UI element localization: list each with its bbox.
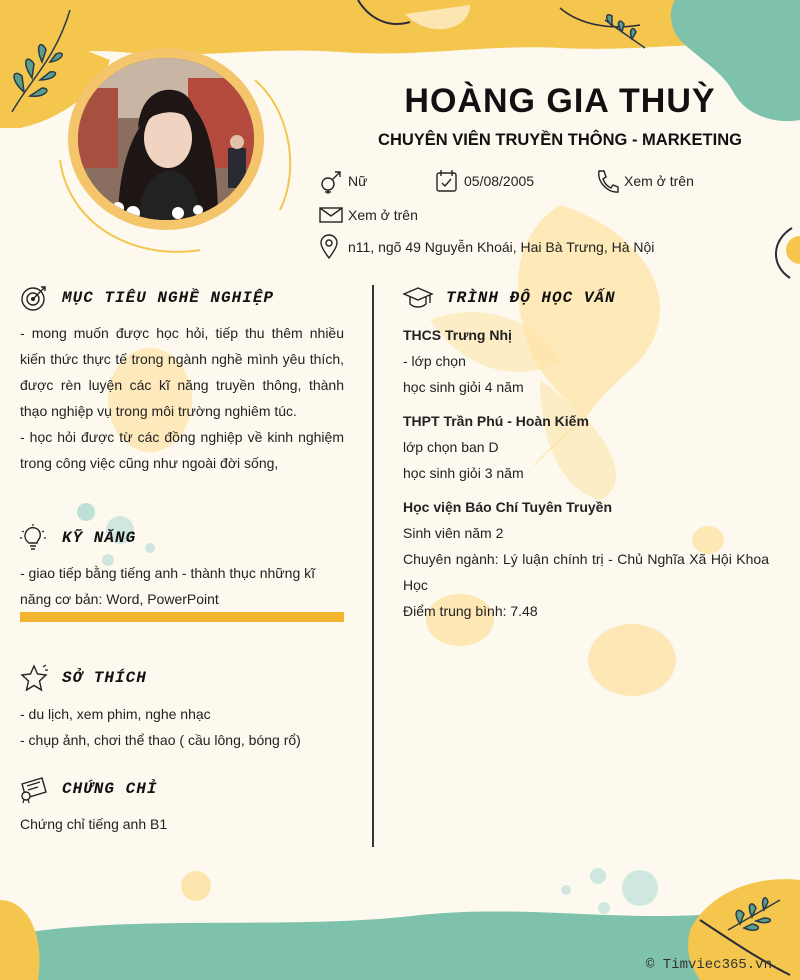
birthday-value: 05/08/2005 [464,173,535,189]
mail-icon [318,202,344,228]
address-value: n11, ngõ 49 Nguyễn Khoái, Hai Bà Trưng, Hà Nội [348,239,655,255]
job-title: CHUYÊN VIÊN TRUYỀN THÔNG - MARKETING [378,131,742,149]
school-name: THCS Trưng Nhị [403,327,512,343]
address-info [318,234,654,260]
objective-line: - học hỏi được từ các đồng nghiệp về kinh nghiệm trong công việc cũng như ngoài đời sống, [20,429,344,471]
gender-icon [318,168,344,194]
gender-info [318,168,367,194]
hobby-line: - du lịch, xem phim, nghe nhạc [20,706,211,722]
birthday-info [434,168,534,194]
education-school-3 [403,494,769,624]
school-detail: học sinh giỏi 4 năm [403,379,524,395]
objective-heading: MỤC TIÊU NGHỀ NGHIỆP [18,282,274,314]
phone-info [594,168,694,194]
phone-value: Xem ở trên [624,173,694,189]
skills-text: - giao tiếp bằng tiếng anh - thành thục những kĩ năng cơ bản: Word, PowerPoint [20,565,316,607]
school-detail: học sinh giỏi 3 năm [403,465,524,481]
certificate-icon [18,773,50,805]
email-info [318,202,418,228]
footer-credit: © Timviec365.vn [645,957,772,973]
avatar-photo [78,58,254,220]
phone-icon [594,168,620,194]
target-icon [18,282,50,314]
location-pin-icon [318,234,344,260]
objective-text [20,320,344,476]
hobby-line: - chụp ảnh, chơi thể thao ( cầu lông, bóng rổ) [20,732,301,748]
certificates-text: Chứng chỉ tiếng anh B1 [20,816,168,832]
gender-value: Nữ [348,173,368,189]
hobbies-text [20,701,350,753]
email-value: Xem ở trên [348,207,418,223]
hobbies-heading: SỞ THÍCH [18,662,147,694]
school-detail: - lớp chọn [403,353,466,369]
education-school-2 [403,408,769,486]
skill-level-bar [20,612,344,622]
graduation-cap-icon [402,282,434,314]
skills-heading: KỸ NĂNG [18,522,136,554]
candidate-name: HOÀNG GIA THUỲ [404,82,716,120]
school-name: Học viện Báo Chí Tuyên Truyền [403,499,613,515]
lightbulb-icon [18,522,50,554]
avatar-frame [60,48,272,232]
calendar-icon [434,168,460,194]
school-name: THPT Trần Phú - Hoàn Kiếm [403,413,589,429]
education-school-1 [403,322,769,400]
avatar [68,48,264,230]
education-heading: TRÌNH ĐỘ HỌC VẤN [402,282,616,314]
school-detail: Chuyên ngành: Lý luận chính trị - Chủ Nghĩa Xã Hội Khoa Học [403,551,769,593]
objective-line: - mong muốn được học hỏi, tiếp thu thêm nhiều kiến thức thực tế trong ngành nghề mình yêu thích, được rèn luyện các kĩ năng truyền thông, thành thạo nghiệp vụ trong môi trường nghiêm túc. [20,325,344,419]
school-detail: Điểm trung bình: 7.48 [403,603,538,619]
school-detail: lớp chọn ban D [403,439,499,455]
certificates-heading: CHỨNG CHỈ [18,773,157,805]
column-divider [372,285,374,847]
school-detail: Sinh viên năm 2 [403,525,504,541]
star-icon [18,662,50,694]
